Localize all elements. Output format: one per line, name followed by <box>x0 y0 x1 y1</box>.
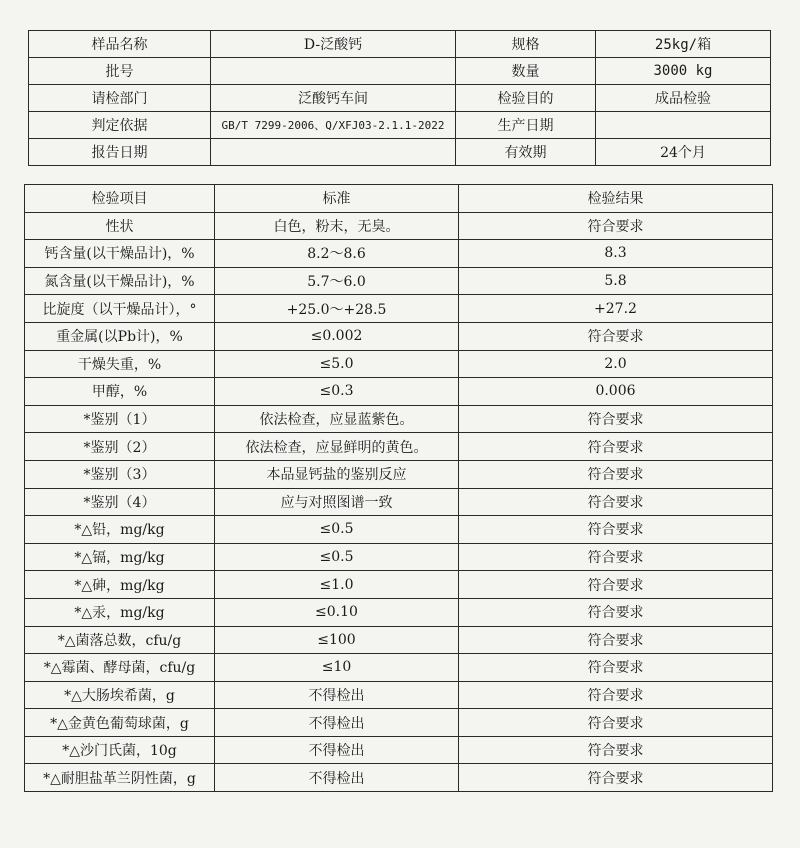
row-result: 5.8 <box>459 267 773 295</box>
row-result: 符合要求 <box>459 626 773 654</box>
row-standard: ≤0.10 <box>215 598 459 626</box>
row-standard: 不得检出 <box>215 709 459 737</box>
validity-value: 24个月 <box>596 139 771 166</box>
report-date-label: 报告日期 <box>29 139 211 166</box>
table-row <box>25 322 773 350</box>
header-result: 检验结果 <box>459 185 773 213</box>
row-result: 符合要求 <box>459 322 773 350</box>
table-row <box>25 654 773 682</box>
row-item: 干燥失重，% <box>25 350 215 378</box>
row-item: 重金属(以Pb计)，% <box>25 322 215 350</box>
table-row <box>25 240 773 268</box>
row-item: *△沙门氏菌，10g <box>25 736 215 764</box>
row-result: 符合要求 <box>459 488 773 516</box>
spec-label: 规格 <box>456 31 596 58</box>
row-result: 8.3 <box>459 240 773 268</box>
product-name-value: D-泛酸钙 <box>211 31 456 58</box>
table-row <box>25 350 773 378</box>
row-item: 性状 <box>25 212 215 240</box>
row-result: 符合要求 <box>459 212 773 240</box>
inspection-results-table <box>24 184 773 792</box>
row-standard: ≤0.3 <box>215 378 459 406</box>
row-result: 符合要求 <box>459 681 773 709</box>
row-standard: ≤0.002 <box>215 322 459 350</box>
table-row <box>25 488 773 516</box>
row-item: 氮含量(以干燥品计)，% <box>25 267 215 295</box>
row-standard: ≤5.0 <box>215 350 459 378</box>
row-standard: 不得检出 <box>215 736 459 764</box>
table-row <box>25 709 773 737</box>
row-item: *鉴别（1） <box>25 405 215 433</box>
row-standard: ≤10 <box>215 654 459 682</box>
table-row <box>25 736 773 764</box>
row-standard: 不得检出 <box>215 764 459 792</box>
row-result: 2.0 <box>459 350 773 378</box>
row-result: +27.2 <box>459 295 773 323</box>
spec-value: 25kg/箱 <box>596 31 771 58</box>
report-date-value <box>211 139 456 166</box>
quantity-value: 3000 kg <box>596 58 771 85</box>
row-standard: ≤0.5 <box>215 543 459 571</box>
row-standard: 不得检出 <box>215 681 459 709</box>
row-result: 符合要求 <box>459 736 773 764</box>
info-row <box>29 31 771 58</box>
row-result: 符合要求 <box>459 709 773 737</box>
basis-label: 判定依据 <box>29 112 211 139</box>
basis-value: GB/T 7299-2006、Q/XFJ03-2.1.1-2022 <box>211 112 456 139</box>
batch-label: 批号 <box>29 58 211 85</box>
product-name-label: 样品名称 <box>29 31 211 58</box>
row-item: *△铅，mg/kg <box>25 516 215 544</box>
info-row <box>29 85 771 112</box>
info-row <box>29 112 771 139</box>
table-row <box>25 598 773 626</box>
info-row <box>29 58 771 85</box>
quantity-label: 数量 <box>456 58 596 85</box>
row-standard: 5.7～6.0 <box>215 267 459 295</box>
table-row <box>25 460 773 488</box>
table-row <box>25 681 773 709</box>
row-standard: 依法检查，应显鲜明的黄色。 <box>215 433 459 461</box>
row-standard: 本品显钙盐的鉴别反应 <box>215 460 459 488</box>
table-row <box>25 571 773 599</box>
header-standard: 标准 <box>215 185 459 213</box>
prod-date-label: 生产日期 <box>456 112 596 139</box>
table-row <box>25 212 773 240</box>
table-row <box>25 433 773 461</box>
row-result: 0.006 <box>459 378 773 406</box>
prod-date-value <box>596 112 771 139</box>
row-result: 符合要求 <box>459 654 773 682</box>
table-row <box>25 405 773 433</box>
row-result: 符合要求 <box>459 543 773 571</box>
row-standard: 应与对照图谱一致 <box>215 488 459 516</box>
row-item: *△汞，mg/kg <box>25 598 215 626</box>
purpose-label: 检验目的 <box>456 85 596 112</box>
row-item: 甲醇，% <box>25 378 215 406</box>
row-standard: 8.2～8.6 <box>215 240 459 268</box>
info-row <box>29 139 771 166</box>
row-standard: ≤1.0 <box>215 571 459 599</box>
row-standard: 白色，粉末，无臭。 <box>215 212 459 240</box>
row-item: *△镉，mg/kg <box>25 543 215 571</box>
row-item: *△菌落总数，cfu/g <box>25 626 215 654</box>
table-row <box>25 267 773 295</box>
batch-value <box>211 58 456 85</box>
sample-info-table <box>28 30 771 166</box>
row-item: *△霉菌、酵母菌，cfu/g <box>25 654 215 682</box>
table-row <box>25 764 773 792</box>
row-result: 符合要求 <box>459 405 773 433</box>
row-standard: +25.0～+28.5 <box>215 295 459 323</box>
table-row <box>25 378 773 406</box>
row-result: 符合要求 <box>459 516 773 544</box>
table-row <box>25 295 773 323</box>
dept-value: 泛酸钙车间 <box>211 85 456 112</box>
row-item: 比旋度（以干燥品计），° <box>25 295 215 323</box>
header-item: 检验项目 <box>25 185 215 213</box>
row-item: *鉴别（2） <box>25 433 215 461</box>
row-standard: 依法检查，应显蓝紫色。 <box>215 405 459 433</box>
row-result: 符合要求 <box>459 571 773 599</box>
row-item: 钙含量(以干燥品计)，% <box>25 240 215 268</box>
row-result: 符合要求 <box>459 764 773 792</box>
row-result: 符合要求 <box>459 433 773 461</box>
row-standard: ≤0.5 <box>215 516 459 544</box>
row-item: *△砷，mg/kg <box>25 571 215 599</box>
row-item: *△金黄色葡萄球菌，g <box>25 709 215 737</box>
row-item: *△耐胆盐革兰阴性菌，g <box>25 764 215 792</box>
row-result: 符合要求 <box>459 460 773 488</box>
row-item: *鉴别（3） <box>25 460 215 488</box>
row-standard: ≤100 <box>215 626 459 654</box>
results-header-row <box>25 185 773 213</box>
row-item: *△大肠埃希菌，g <box>25 681 215 709</box>
row-result: 符合要求 <box>459 598 773 626</box>
table-row <box>25 543 773 571</box>
table-row <box>25 516 773 544</box>
purpose-value: 成品检验 <box>596 85 771 112</box>
dept-label: 请检部门 <box>29 85 211 112</box>
validity-label: 有效期 <box>456 139 596 166</box>
row-item: *鉴别（4） <box>25 488 215 516</box>
table-row <box>25 626 773 654</box>
